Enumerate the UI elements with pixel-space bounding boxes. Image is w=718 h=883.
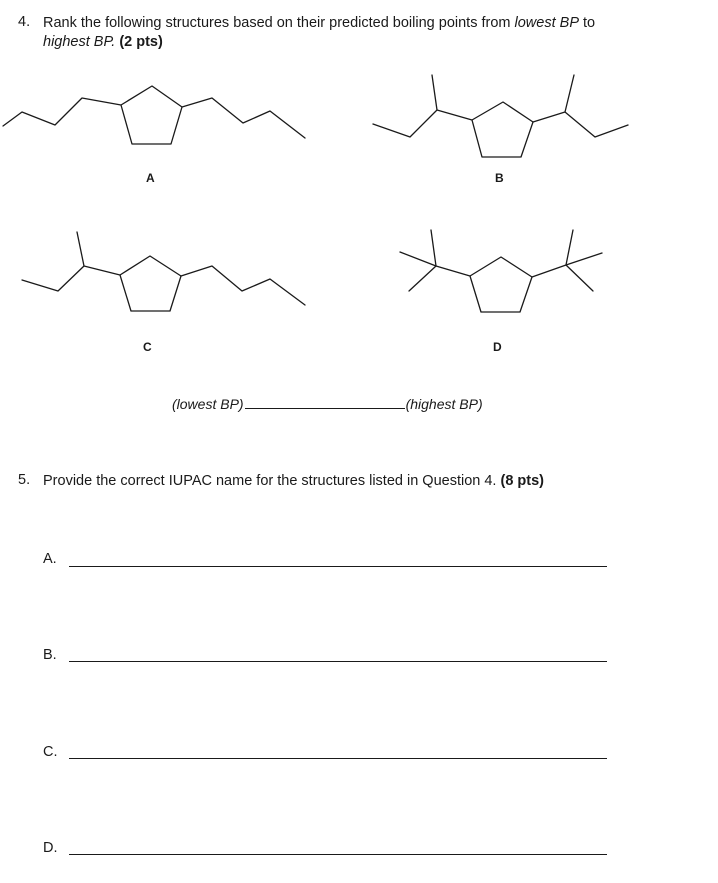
structure-d-label: D: [493, 340, 502, 354]
answer-label-c: C.: [43, 744, 58, 760]
question-5-number: 5.: [18, 472, 31, 488]
question-5-points: (8 pts): [500, 473, 544, 489]
structure-d-ring: [470, 257, 532, 312]
structure-d-left-methyl-3: [409, 266, 436, 291]
structure-a-label: A: [146, 171, 155, 185]
question-5-text: [43, 472, 683, 491]
question-4-highest-bp: highest BP.: [43, 34, 116, 50]
ranking-lowest-label: (lowest BP): [172, 396, 244, 412]
question-4-text-part1: Rank the following structures based on their predicted boiling points from: [43, 15, 515, 31]
answer-line-a[interactable]: [69, 566, 607, 567]
ranking-row: [172, 396, 483, 412]
structure-d-left-methyl-1: [400, 252, 436, 266]
ranking-answer-field[interactable]: [245, 396, 405, 409]
answer-label-a: A.: [43, 551, 57, 567]
question-4-number: 4.: [18, 14, 31, 30]
structure-d-right-methyl-2: [566, 253, 602, 265]
answer-line-b[interactable]: [69, 661, 607, 662]
ranking-highest-label: (highest BP): [405, 396, 483, 412]
structure-d-left-methyl-2: [431, 230, 436, 266]
structure-d-right-bond: [532, 265, 566, 277]
answer-label-d: D.: [43, 840, 58, 856]
answer-label-b: B.: [43, 647, 57, 663]
structure-d-left-bond: [436, 266, 470, 276]
structure-d-right-methyl-1: [566, 230, 573, 265]
answer-line-c[interactable]: [69, 758, 607, 759]
question-4-points: (2 pts): [115, 34, 163, 50]
question-5-prompt: Provide the correct IUPAC name for the structures listed in Question 4.: [43, 473, 501, 489]
structure-c-label: C: [143, 340, 152, 354]
answer-line-d[interactable]: [69, 854, 607, 855]
structure-b-label: B: [495, 171, 504, 185]
question-4-lowest-bp: lowest BP: [514, 15, 579, 31]
question-4-text-part2: to: [579, 15, 596, 31]
structure-d-right-methyl-3: [566, 265, 593, 291]
